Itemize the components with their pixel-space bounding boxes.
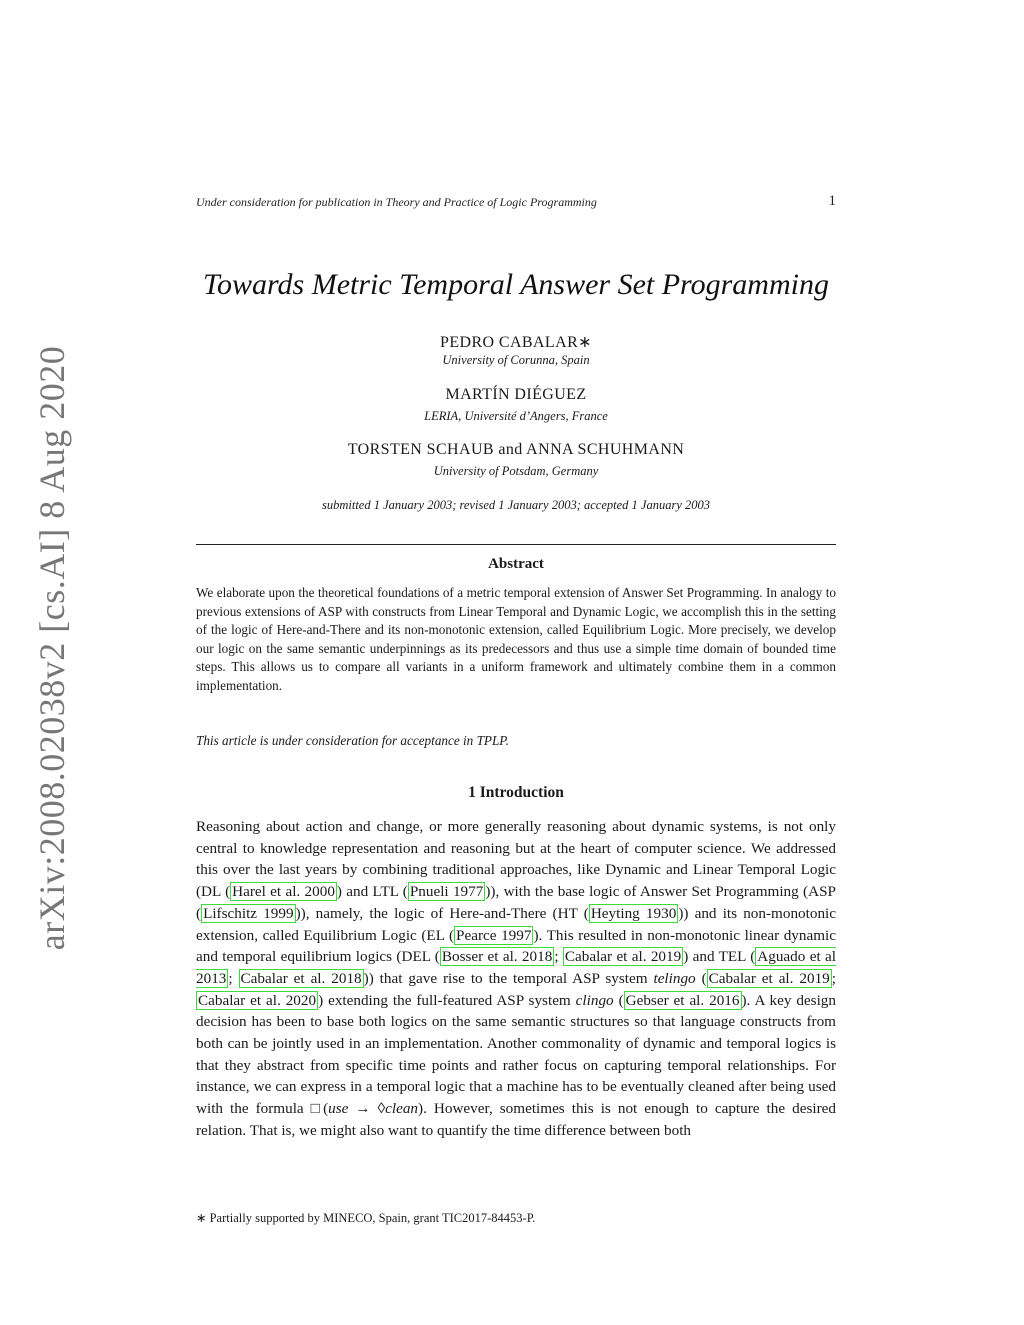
intro-text: (	[613, 991, 624, 1009]
citation-link[interactable]: Pearce 1997	[456, 926, 532, 944]
intro-text: ) and TEL (	[683, 948, 756, 966]
citation-link[interactable]: Bosser et al. 2018	[441, 948, 553, 966]
intro-text: )), with the base logic of Answer Set Programming (ASP (	[196, 883, 836, 922]
intro-text: ;	[554, 948, 563, 966]
paper-title: Towards Metric Temporal Answer Set Programming	[203, 268, 829, 301]
intro-text: ;	[831, 969, 836, 987]
citation-link[interactable]: Lifschitz 1999	[203, 904, 294, 922]
intro-text: Reasoning about action and change, or more generally reasoning about dynamic systems, is not only central to knowledge representation and reasoning but at the heart of computer science. We addressed this over the last years by combining traditional approaches, like Dynamic and Linear Temporal Logic (DL (	[196, 818, 836, 901]
citation-link[interactable]: Pnueli 1977	[409, 883, 484, 901]
abstract-heading: Abstract	[488, 556, 544, 572]
citation-link[interactable]: Heyting 1930	[590, 904, 677, 922]
formula-use: use	[328, 1100, 349, 1118]
citation-link[interactable]: Gebser et al. 2016	[625, 991, 740, 1009]
citation-link[interactable]: Cabalar et al. 2019	[564, 948, 682, 966]
intro-text: ) extending the full-featured ASP system	[318, 991, 576, 1009]
formula-arrow: → ◊	[348, 1100, 386, 1118]
intro-text: )) and its non-monotonic extension, called Equilibrium Logic (EL (	[196, 904, 837, 944]
page-number: 1	[828, 193, 836, 209]
author-2: MARTÍN DIÉGUEZ	[445, 386, 587, 403]
intro-text: (	[695, 969, 707, 987]
citation-link[interactable]: Aguado et al 2013	[196, 948, 836, 987]
system-name-telingo: telingo	[653, 969, 696, 987]
abstract-divider	[196, 544, 836, 545]
author-3: TORSTEN SCHAUB and ANNA SCHUHMANN	[347, 441, 685, 458]
arxiv-sidebar	[22, 345, 82, 951]
system-name-clingo: clingo	[575, 991, 614, 1009]
arxiv-id: arXiv:2008.02038v2 [cs.AI] 8 Aug 2020	[32, 345, 72, 951]
intro-text: ). A key design decision has been to base both logics on the same semantic structures so that language constructs from both can be jointly used in an implementation. Another commonality of dynamic and temporal logics is that they abstract from specific time points and rather focus on capturing temporal relationships. For instance, we can express in a temporal logic that a machine has to be eventually cleaned after being used with the formula □(	[196, 991, 836, 1118]
intro-text: )) that gave rise to the temporal ASP system	[363, 969, 654, 987]
submission-dates: submitted 1 January 2003; revised 1 January 2003; accepted 1 January 2003	[322, 498, 710, 512]
author-1: PEDRO CABALAR∗	[440, 334, 592, 351]
running-head-text: Under consideration for publication in Theory and Practice of Logic Programming	[196, 195, 597, 209]
affiliation-2: LERIA, Université d’Angers, France	[424, 409, 608, 423]
formula-clean: clean	[385, 1100, 419, 1118]
citation-link[interactable]: Cabalar et al. 2020	[198, 991, 317, 1009]
citation-link[interactable]: Cabalar et al. 2019	[708, 969, 830, 987]
introduction-paragraph	[196, 816, 836, 1142]
running-head	[196, 195, 836, 213]
intro-text: ;	[228, 969, 239, 987]
affiliation-3: University of Potsdam, Germany	[433, 464, 599, 478]
citation-link[interactable]: Harel et al. 2000	[232, 883, 335, 901]
footnote: ∗ Partially supported by MINECO, Spain, grant TIC2017-84453-P.	[196, 1211, 536, 1225]
abstract-text: We elaborate upon the theoretical foundations of a metric temporal extension of Answer Set Programming. In analogy to previous extensions of ASP with constructs from Linear Temporal and Dynamic Logic, we accomplish this in the setting of the logic of Here-and-There and its non-monotonic extension, called Equilibrium Logic. More precisely, we develop our logic on the same semantic underpinnings as its predecessors and thus use a simple time domain of bounded time steps. This allows us to compare all variants in a uniform framework and ultimately combine them in a common implementation.	[196, 585, 836, 693]
section-heading-introduction: 1 Introduction	[468, 784, 564, 801]
intro-text: ) and LTL (	[336, 883, 408, 901]
consideration-note: This article is under consideration for acceptance in TPLP.	[196, 733, 509, 748]
intro-text: )), namely, the logic of Here-and-There (HT (	[295, 904, 589, 922]
affiliation-1: University of Corunna, Spain	[442, 353, 590, 367]
citation-link[interactable]: Cabalar et al. 2018	[240, 969, 362, 987]
intro-text: ). This resulted in non-monotonic linear dynamic and temporal equilibrium logics (DEL (	[196, 926, 836, 966]
intro-text: ). However, sometimes this is not enough to capture the desired relation. That is, we might also want to quantify the time difference between both	[196, 1100, 836, 1139]
